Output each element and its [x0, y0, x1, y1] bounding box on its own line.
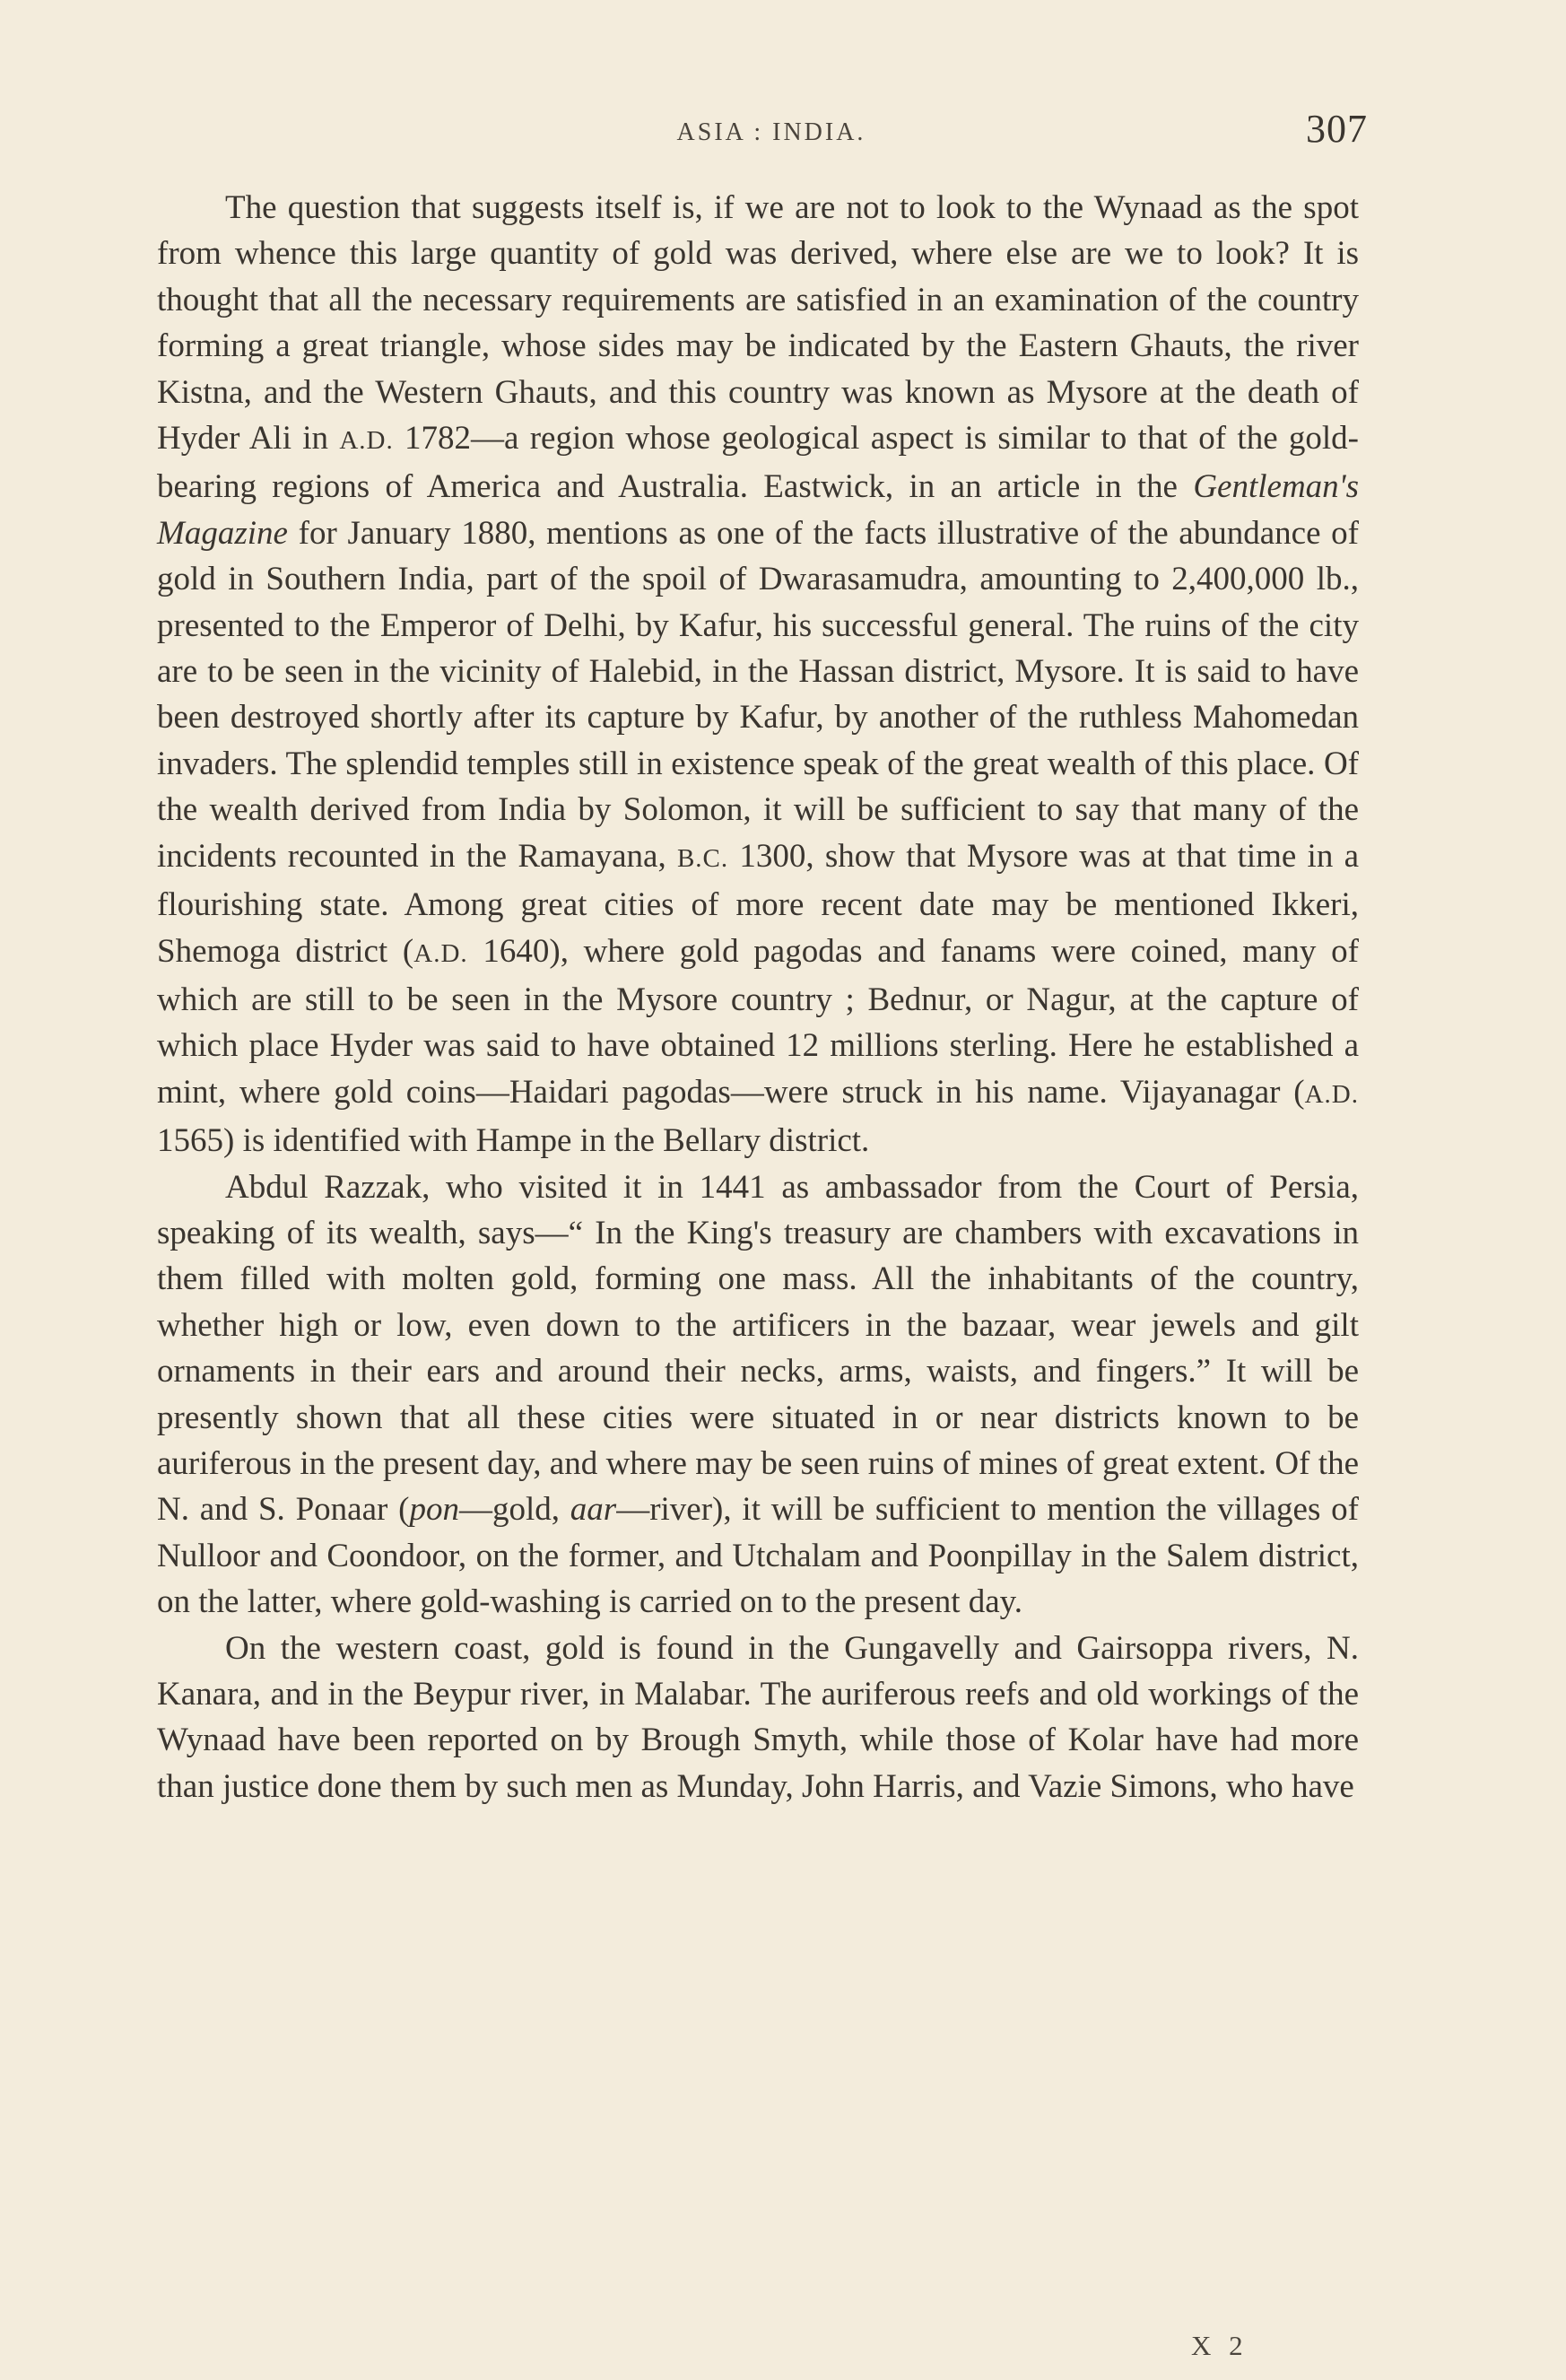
paragraph-3 — [157, 1626, 1359, 1810]
paragraph-1-text-b: 1782—a region whose geological aspect is similar to that of the gold-bearing regions of America and Australia. Eastwick, in an article in the — [157, 420, 1360, 506]
magazine-title: Gentleman's Magazine — [157, 468, 1359, 552]
paragraph-2-text-c: —river), it will be sufficient to mention the villages of Nulloor and Coondoor, on the former, and Utchalam and Poonpillay in the Salem district, on the latter, where gold-washing is carried on to the present day. — [157, 1491, 1359, 1621]
paragraph-1-text-e: 1640), where gold pagodas and fanams were coined, many of which are still to be seen in the Mysore country ; Bednur, or Nagur, at the capture of which place Hyder was said to have obtained 12 millions sterling. Here he established a mint, where gold coins—Haidari pagodas—were struck in his name. Vijayanagar ( — [157, 932, 1359, 1111]
era-abbreviation: A.D. — [1304, 1079, 1359, 1109]
italic-term-pon: pon — [409, 1491, 459, 1529]
signature-mark: X 2 — [1191, 2330, 1248, 2361]
paragraph-2-text-a: Abdul Razzak, who visited it in 1441 as ambassador from the Court of Persia, speaking of its wealth, says—“ In the King's treasury are chambers with excavations in them filled with molten gold, forming one mass. All the inhabitants of the country, whether high or low, even down to the artificers in the bazaar, wear jewels and gilt ornaments in their ears and around their necks, arms, waists, and fingers.” It will be presently shown that all these cities were situated in or near districts known to be auriferous in the present day, and where may be seen ruins of mines of great extent. Of the N. and S. Ponaar ( — [157, 1168, 1359, 1529]
paragraph-2-text-b: —gold, — [458, 1491, 570, 1529]
paragraph-1-text-d: 1300, show that Mysore was at that time in a flourishing state. Among great cities of more recent date may be mentioned Ikkeri, Shemoga district ( — [157, 837, 1359, 970]
paragraph-2 — [157, 1164, 1359, 1626]
paragraph-1-text-c: for January 1880, mentions as one of the facts illustrative of the abundance of gold in Southern India, part of the spoil of Dwarasamudra, amounting to 2,400,000 lb., presented to the Emperor of Delhi, by Kafur, his successful general. The ruins of the city are to be seen in the vicinity of Halebid, in the Hassan district, Mysore. It is said to have been destroyed shortly after its capture by Kafur, by another of the ruthless Mahomedan invaders. The splendid temples still in existence speak of the great wealth of this place. Of the wealth derived from India by Solomon, it will be sufficient to say that many of the incidents recounted in the Ramayana, — [157, 514, 1359, 875]
running-head — [157, 106, 1386, 160]
paragraph-1-text-a: The question that suggests itself is, if we are not to look to the Wynaad as the spot from whence this large quantity of gold was derived, where else are we to look? It is thought that all the necessary requirements are satisfied in an examination of the country forming a great triangle, whose sides may be indicated by the Eastern Ghauts, the river Kistna, and the Western Ghauts, and this country was known as Mysore at the death of Hyder Ali in — [157, 189, 1359, 458]
era-abbreviation: A.D. — [339, 426, 394, 456]
body-text — [157, 185, 1359, 1809]
italic-term-aar: aar — [570, 1491, 617, 1529]
paragraph-1-text-f: 1565) is identified with Hampe in the Bellary district. — [157, 1122, 870, 1160]
paragraph-1 — [157, 185, 1359, 1164]
paragraph-3-text-a: On the western coast, gold is found in the Gungavelly and Gairsoppa rivers, N. Kanara, and in the Beypur river, in Malabar. The auriferous reefs and old workings of the Wynaad have been reported on by Brough Smyth, while those of Kolar have had more than justice done them by such men as Munday, John Harris, and Vazie Simons, who have — [157, 1629, 1359, 1805]
page-number: 307 — [1306, 107, 1368, 151]
era-abbreviation: A.D. — [413, 938, 468, 968]
running-title: ASIA : INDIA. — [676, 118, 866, 146]
era-abbreviation: B.C. — [676, 843, 729, 873]
